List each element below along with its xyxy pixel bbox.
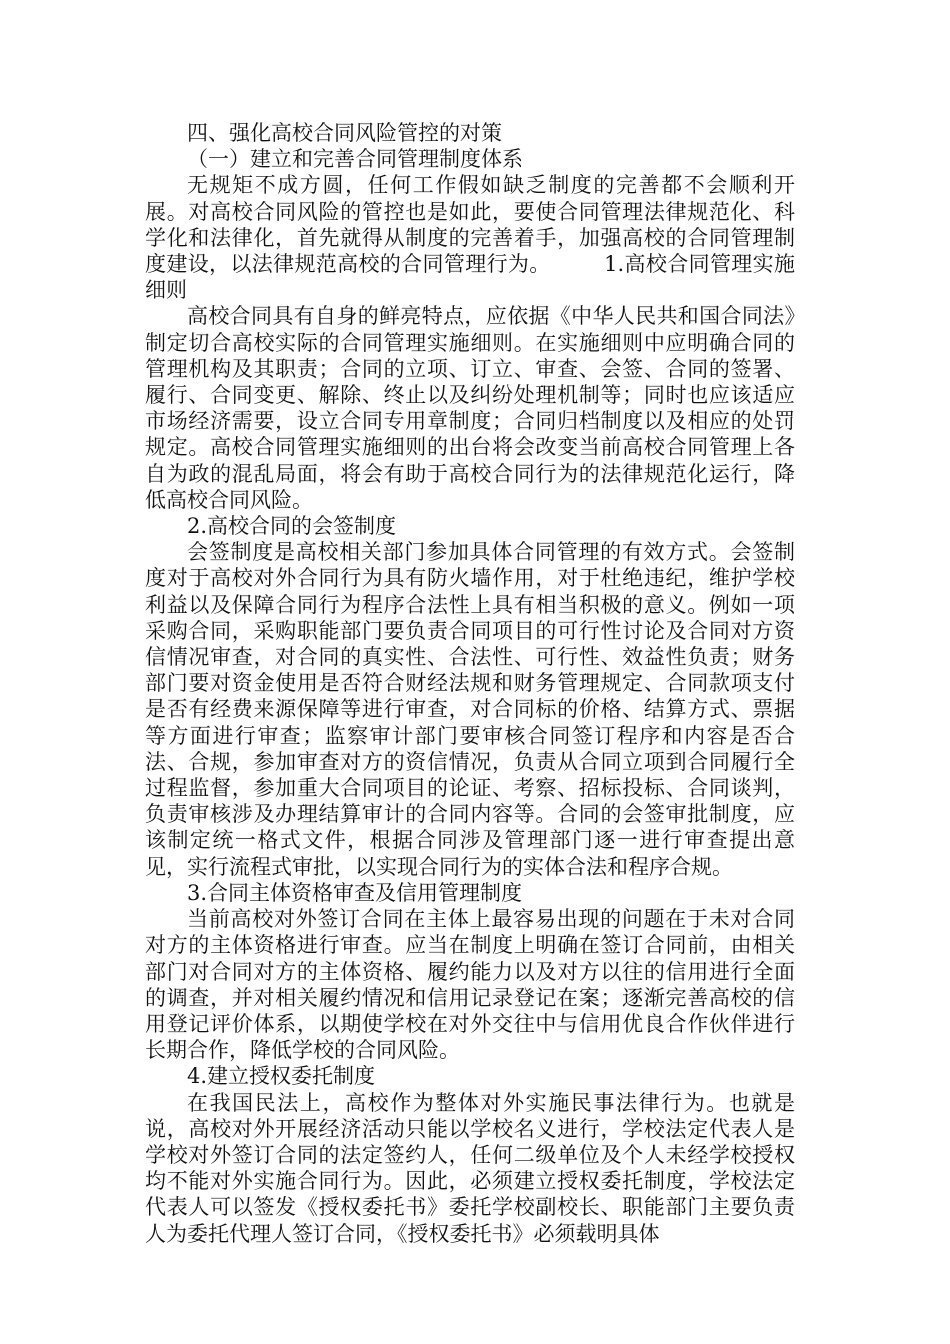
section-heading: 四、强化高校合同风险管控的对策 [187, 121, 502, 145]
document-page [145, 120, 795, 1247]
body-paragraph: 当前高校对外签订合同在主体上最容易出现的问题在于未对合同对方的主体资格进行审查。应当在制度上明确在签订合同前，由相关部门对合同对方的主体资格、履约能力以及对方以往的信用进行全面的调查，并对相关履约情况和信用记录登记在案；逐渐完善高校的信用登记评价体系，以期使学校在对外交往中与信用优良合作伙伴进行长期合作，降低学校的合同风险。 [145, 907, 795, 1063]
item-heading: 3.合同主体资格审查及信用管理制度 [187, 880, 523, 905]
body-paragraph: 会签制度是高校相关部门参加具体合同管理的有效方式。会签制度对于高校对外合同行为具有防火墙作用，对于杜绝违纪，维护学校利益以及保障合同行为程序合法性上具有相当积极的意义。例如一项采购合同，采购职能部门要负责合同项目的可行性讨论及合同对方资信情况审查，对合同的真实性、合法性、可行性、效益性负责；财务部门要对资金使用是否符合财经法规和财务管理规定、合同款项支付是否有经费来源保障等进行审查，对合同标的价格、结算方式、票据等方面进行审查；监察审计部门要审核合同签订程序和内容是否合法、合规，参加审查对方的资信情况，负责从合同立项到合同履行全过程监督，参加重大合同项目的论证、考察、招标投标、合同谈判，负责审核涉及办理结算审计的合同内容等。合同的会签审批制度，应该制定统一格式文件，根据合同涉及管理部门逐一进行审查提出意见，实行流程式审批，以实现合同行为的实体合法和程序合规。 [145, 540, 795, 879]
item-heading: 2.高校合同的会签制度 [187, 514, 397, 539]
body-paragraph: 高校合同具有自身的鲜亮特点，应依据《中华人民共和国合同法》制定切合高校实际的合同管理实施细则。在实施细则中应明确合同的管理机构及其职责；合同的立项、订立、审查、会签、合同的签署、履行、合同变更、解除、终止以及纠纷处理机制等；同时也应该适应市场经济需要，设立合同专用章制度；合同归档制度以及相应的处罚规定。高校合同管理实施细则的出台将会改变当前高校合同管理上各自为政的混乱局面，将会有助于高校合同行为的法律规范化运行，降低高校合同风险。 [145, 304, 795, 512]
item-heading: 4.建立授权委托制度 [187, 1064, 376, 1089]
body-paragraph: 在我国民法上，高校作为整体对外实施民事法律行为。也就是说，高校对外开展经济活动只能以学校名义进行，学校法定代表人是学校对外签订合同的法定签约人，任何二级单位及个人未经学校授权均不能对外实施合同行为。因此，必须建立授权委托制度，学校法定代表人可以签发《授权委托书》委托学校副校长、职能部门主要负责人为委托代理人签订合同，《授权委托书》必须载明具体 [145, 1090, 795, 1246]
body-paragraph: 无规矩不成方圆，任何工作假如缺乏制度的完善都不会顺利开展。对高校合同风险的管控也是如此，要使合同管理法律规范化、科学化和法律化，首先就得从制度的完善着手，加强高校的合同管理制度建设，以法律规范高校的合同管理行为。 1.高校合同管理实施细则 [145, 173, 795, 303]
subsection-heading: （一）建立和完善合同管理制度体系 [187, 147, 523, 172]
